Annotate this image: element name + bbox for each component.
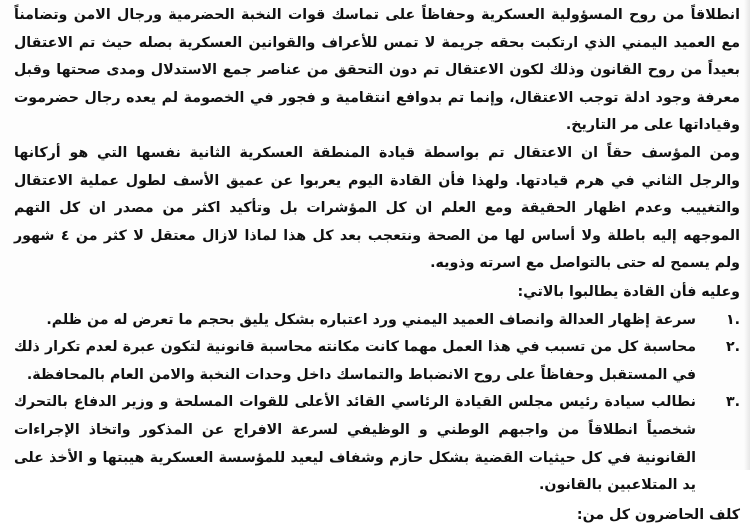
list-item xyxy=(14,307,740,335)
list-item xyxy=(14,334,740,389)
page-edge-shadow xyxy=(744,0,750,470)
cutoff-line: كلف الحاضرون كل من: xyxy=(576,506,740,523)
paragraph-intro-context: انطلاقاً من روح المسؤولية العسكرية وحفاظاً على تماسك قوات النخبة الحضرمية ورجال الامن وتضامناً مع العميد اليمني الذي ارتكبت بحقه جريمة لا تمس للأعراف والقوانين العسكرية بصله حيث تم الاعتقال بعيداً من روح القانون وذلك لكون الاعتقال تم دون التحقق من عناصر جمع الاستدلال ومدى صحتها وقبل معرفة وجود ادلة توجب الاعتقال، وإنما تم بدوافع انتقامية و فجور في الخصومة لم يعده رجال حضرموت وقياداتها على مر التاريخ. xyxy=(14,7,740,134)
item-text: محاسبة كل من تسبب في هذا العمل مهما كانت مكانته محاسبة قانونية لتكون عبرة لعدم تكرار ذلك في المستقبل وحفاظاً على روح الانضباط والتماسك داخل وحدات النخبة والامن العام بالمحافظة. xyxy=(14,339,696,383)
demands-list xyxy=(14,307,740,500)
demands-intro: وعليه فأن القادة يطالبوا بالاتي: xyxy=(517,283,740,300)
item-number: ٢. xyxy=(725,339,740,356)
item-number: ١. xyxy=(725,311,740,328)
statement-body xyxy=(14,2,740,523)
item-text: سرعة إظهار العدالة وانصاف العميد اليمني ورد اعتباره بشكل يليق بحجم ما تعرض له من ظلم. xyxy=(46,311,696,328)
item-number: ٣. xyxy=(725,394,740,411)
paragraph-regret: ومن المؤسف حقاً ان الاعتقال تم بواسطة قيادة المنطقة العسكرية الثانية نفسها التي هو أركانها والرجل الثاني في هرم قيادتها. ولهذا فأن القادة اليوم يعربوا عن عميق الأسف لطول عملية الاعتقال والتغييب وعدم اظهار الحقيقة ومع العلم ان كل المؤشرات بل وتأكيد اكثر من مصدر ان كل التهم الموجهه إليه باطلة ولا أساس لها من الصحة ونتعجب بعد كل هذا لماذا لازال معتقل لا كثر من ٤ شهور ولم يسمح له حتى بالتواصل مع اسرته وذويه. xyxy=(14,144,740,272)
list-item xyxy=(14,389,740,499)
item-text: نطالب سيادة رئيس مجلس القيادة الرئاسي القائد الأعلى للقوات المسلحة و وزير الدفاع بالتحرك شخصياً انطلاقاً من واجبهم الوطني و الوظيفي لسرعة الافراج عن المذكور واتخاذ الإجراءات القانونية في كل حيثيات القضية بشكل حازم وشفاف ليعيد للمؤسسة العسكرية هيبتها و الأخذ على يد المتلاعبين بالقانون. xyxy=(14,394,696,494)
